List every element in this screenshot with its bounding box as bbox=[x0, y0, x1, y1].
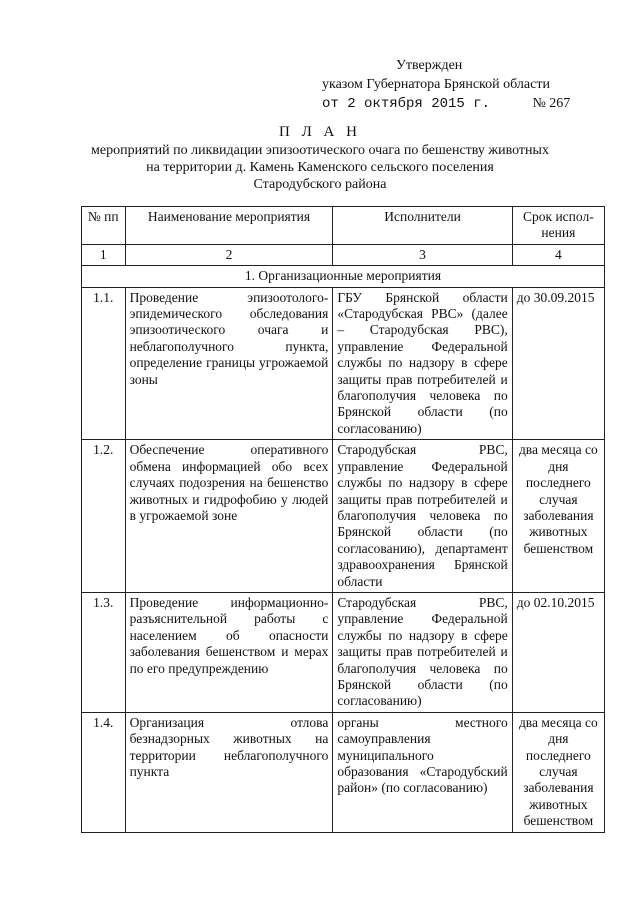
column-numbers-row bbox=[82, 244, 605, 265]
table-row bbox=[82, 440, 605, 593]
row-number: 1.4. bbox=[82, 712, 126, 832]
header-executors: Исполнители bbox=[333, 207, 512, 245]
document-title: П Л А Н bbox=[279, 124, 361, 140]
row-number: 1.2. bbox=[82, 440, 126, 593]
column-number: 1 bbox=[82, 244, 126, 265]
row-name: Обеспечение оперативного обмена информацией обо всех случаях подозрения на бешенство животных и гидрофобию у людей в угрожаемой зоне bbox=[125, 440, 333, 593]
row-number: 1.1. bbox=[82, 287, 126, 440]
section-row bbox=[82, 266, 605, 287]
subtitle-line: мероприятий по ликвидации эпизоотического очага по бешенству животных bbox=[91, 143, 549, 158]
row-deadline: два месяца со дня последнего случая заболевания животных бешенством bbox=[512, 712, 604, 832]
approval-number: № 267 bbox=[532, 96, 571, 111]
subtitle-line: Стародубского района bbox=[253, 177, 387, 192]
approval-date-prefix: от bbox=[322, 96, 339, 112]
row-executors: ГБУ Брянской области «Стародубская РВС» (далее – Стародубская РВС), управление Федеральной службы по надзору в сфере защиты прав потребителей и благополучия человека по Брянской области (по согласованию) bbox=[333, 287, 512, 440]
column-number: 3 bbox=[333, 244, 512, 265]
row-deadline: два месяца со дня последнего случая заболевания животных бешенством bbox=[512, 440, 604, 593]
row-executors: Стародубская РВС, управление Федеральной службы по надзору в сфере защиты прав потребителей и благополучия человека по Брянской области (по согласованию), департамент здравоохранения Брянской области bbox=[333, 440, 512, 593]
row-name: Проведение эпизоотолого-эпидемического обследования эпизоотического очага и неблагополучного пункта, определение границы угрожаемой зоны bbox=[125, 287, 333, 440]
approval-authority: указом Губернатора Брянской области bbox=[322, 77, 550, 92]
header-name: Наименование мероприятия bbox=[125, 207, 333, 245]
table-row bbox=[82, 712, 605, 832]
plan-table bbox=[81, 206, 605, 833]
column-number: 4 bbox=[512, 244, 604, 265]
header-number: № пп bbox=[82, 207, 126, 245]
table-header-row bbox=[82, 207, 605, 245]
row-executors: органы местного самоуправления муниципального образования «Стародубский район» (по согласованию) bbox=[333, 712, 512, 832]
subtitle-line: на территории д. Камень Каменского сельского поселения bbox=[146, 160, 494, 175]
row-deadline: до 02.10.2015 bbox=[512, 592, 604, 712]
row-deadline: до 30.09.2015 bbox=[512, 287, 604, 440]
row-executors: Стародубская РВС, управление Федеральной службы по надзору в сфере защиты прав потребителей и благополучия человека по Брянской области (по согласованию) bbox=[333, 592, 512, 712]
column-number: 2 bbox=[125, 244, 333, 265]
header-deadline: Срок испол-нения bbox=[512, 207, 604, 245]
approval-date-line bbox=[322, 94, 570, 114]
approval-date: 2 октября 2015 г. bbox=[347, 96, 491, 112]
approval-block bbox=[322, 56, 570, 114]
document-subtitle bbox=[0, 142, 640, 193]
table-row bbox=[82, 592, 605, 712]
approval-title: Утвержден bbox=[396, 58, 463, 73]
row-name: Проведение информационно-разъяснительной работы с населением об опасности заболевания бешенством и мерах по его предупреждению bbox=[125, 592, 333, 712]
section-title: 1. Организационные мероприятия bbox=[82, 266, 605, 287]
row-number: 1.3. bbox=[82, 592, 126, 712]
row-name: Организация отлова безнадзорных животных на территории неблагополучного пункта bbox=[125, 712, 333, 832]
table-row bbox=[82, 287, 605, 440]
